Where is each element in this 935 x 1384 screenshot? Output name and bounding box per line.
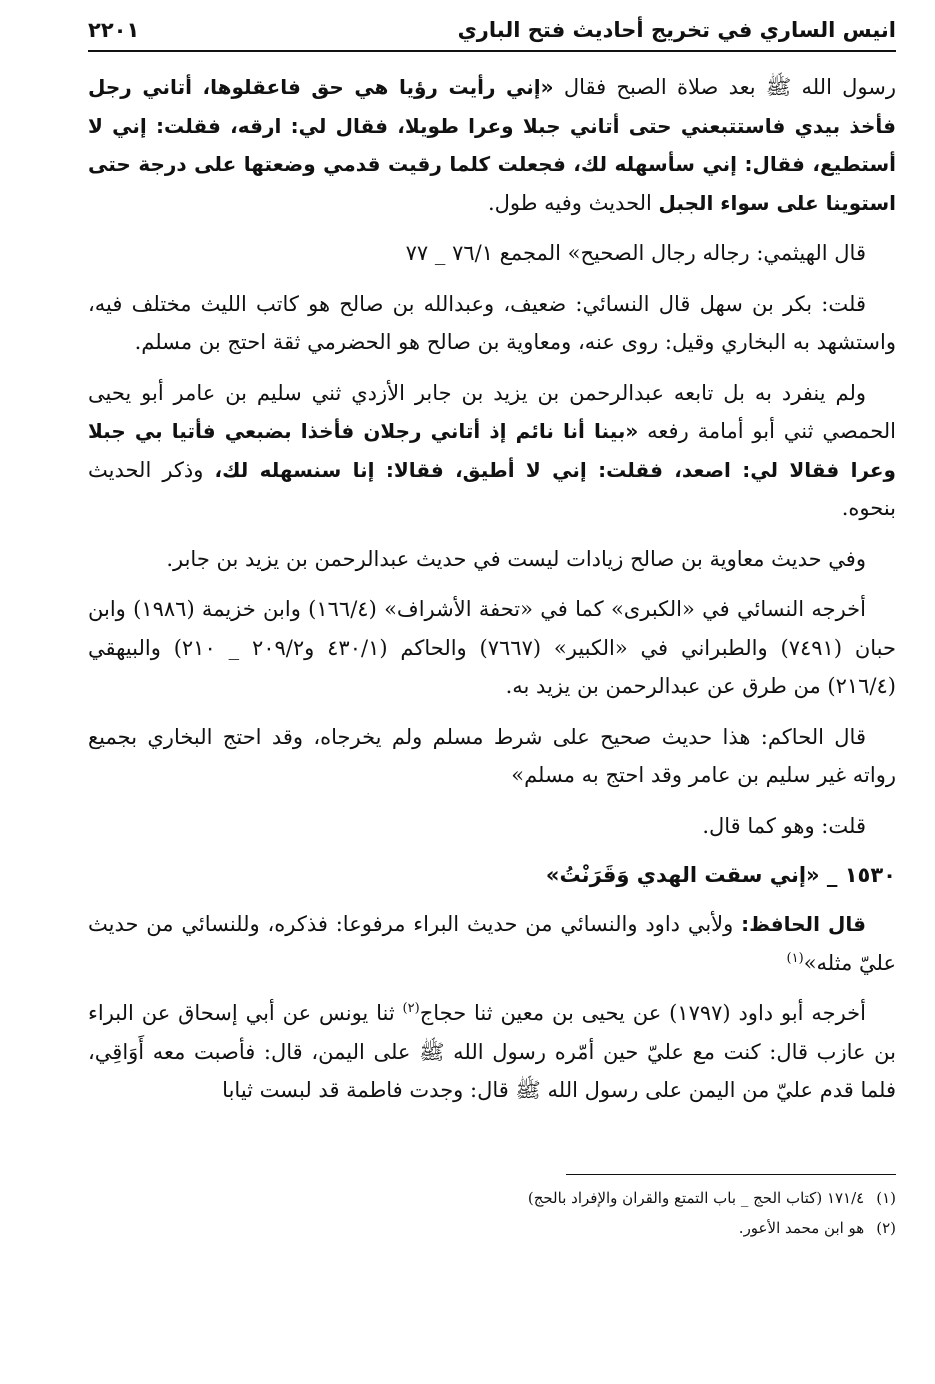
paragraph-additions: وفي حديث معاوية بن صالح زيادات ليست في حديث عبدالرحمن بن يزيد بن جابر. <box>166 546 866 571</box>
hadith-quote: «بينا أنا نائم إذ أتاني رجلان فأخذا بضبعي فأتيا بي جبلا وعرا فقالا لي: اصعد، فقلت: إني لا أطيق، فقالا: إنا سنسهله لك، <box>88 419 896 482</box>
footnote-number: (١) <box>876 1188 896 1207</box>
hadith-heading: ١٥٣٠ _ «إني سقت الهدي وَقَرَنْتُ» <box>545 863 896 887</box>
paragraph-abu-dawud: أخرجه أبو داود (١٧٩٧) عن يحيى بن معين ثنا حجاج$^{(٢)}$ ثنا يونس عن أبي إسحاق عن البراء بن عازب قال: كنت مع عليّ حين أمّره رسول الله ﷺ على اليمن، قال: فأصبت معه أَوَاقِي، فلما قدم عليّ من اليمن على رسول الله ﷺ قال: وجدت فاطمة قد لبست ثيابا <box>88 1001 896 1102</box>
page-number: ٢٢٠١ <box>88 18 140 42</box>
paragraph-hafiz: قال الحافظ: ولأبي داود والنسائي من حديث البراء مرفوعا: فذكره، وللنسائي من حديث عليّ مثله»$^{(١)}$ <box>88 912 896 975</box>
footnote-ref: (١) <box>786 950 804 966</box>
paragraph-corroboration: ولم ينفرد به بل تابعه عبدالرحمن بن يزيد بن جابر الأزدي ثني سليم بن عامر أبو يحيى الحمصي ثني أبو أمامة رفعه «بينا أنا نائم إذ أتاني رجلان فأخذا بضبعي فأتيا بي جبلا وعرا فقالا لي: اصعد، فقلت: إني لا أطيق، فقالا: إنا سنسهله لك، وذكر الحديث بنحوه. <box>88 380 896 520</box>
hafiz-label: قال الحافظ: <box>741 912 866 936</box>
paragraph-hakim: قال الحاكم: هذا حديث صحيح على شرط مسلم ولم يخرجاه، وقد احتج البخاري بجميع رواته غير سليم بن عامر وقد احتج به مسلم» <box>88 724 896 787</box>
book-page <box>88 18 896 1243</box>
paragraph-hadith-text: رسول الله ﷺ بعد صلاة الصبح فقال «إني رأيت رؤيا هي حق فاعقلوها، أتاني رجل فأخذ بيدي فاستتبعني حتى أتاني جبلا وعرا طويلا، فقال لي: ارقه، فقلت: إني لا أستطيع، فقال: إني سأسهله لك، فجعلت كلما رقيت قدمي وضعتها على درجة حتى استوينا على سواء الجبل الحديث وفيه طول. <box>88 75 896 215</box>
header-rule <box>88 50 896 52</box>
paragraph-haythami: قال الهيثمي: رجاله رجال الصحيح» المجمع ٧٦/١ _ ٧٧ <box>405 241 866 265</box>
footnote-text: هو ابن محمد الأعور. <box>738 1218 865 1237</box>
paragraph-takhrij: أخرجه النسائي في «الكبرى» كما في «تحفة الأشراف» (١٦٦/٤) وابن خزيمة (١٩٨٦) وابن حبان (٧٤٩١) والطبراني في «الكبير» (٧٦٦٧) والحاكم (٤٣٠/١ و٢٠٩/٢ _ ٢١٠) والبيهقي (٢١٦/٤) من طرق عن عبدالرحمن بن يزيد به. <box>88 597 896 698</box>
hadith-quote: «إني رأيت رؤيا هي حق فاعقلوها، أتاني رجل فأخذ بيدي فاستتبعني حتى أتاني جبلا وعرا طويلا، فقال لي: ارقه، فقلت: إني لا أستطيع، فقال: إني سأسهله لك، فجعلت كلما رقيت قدمي وضعتها على درجة حتى استوينا على سواء الجبل <box>88 75 896 215</box>
page-header <box>88 18 896 42</box>
footnote <box>88 1183 896 1213</box>
running-title: انيس الساري في تخريج أحاديث فتح الباري <box>457 18 896 42</box>
paragraph-note: قلت: وهو كما قال. <box>702 813 866 838</box>
footnote-rule <box>566 1174 896 1175</box>
footnote-text: ١٧١/٤ (كتاب الحج _ باب التمتع والقران والإفراد بالحج) <box>527 1188 865 1207</box>
footnote <box>88 1213 896 1243</box>
footnote-number: (٢) <box>876 1218 896 1237</box>
paragraph-narrators: قلت: بكر بن سهل قال النسائي: ضعيف، وعبدالله بن صالح هو كاتب الليث مختلف فيه، واستشهد به البخاري وقيل: روى عنه، ومعاوية بن صالح هو الحضرمي ثقة احتج بن مسلم. <box>88 291 896 354</box>
footnote-ref: (٢) <box>402 1001 420 1016</box>
